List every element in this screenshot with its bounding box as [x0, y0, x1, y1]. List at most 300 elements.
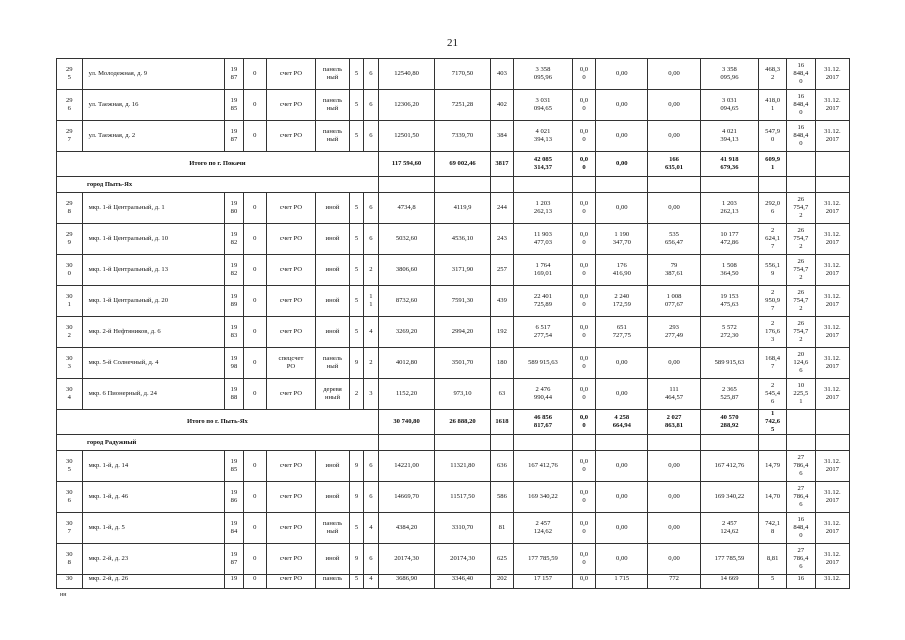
table-cell: 3 031 094,65	[514, 90, 573, 121]
table-cell: счет РО	[266, 317, 315, 348]
table-cell: 111 464,57	[648, 379, 700, 410]
table-cell: мкр. 2-й, д. 23	[82, 544, 225, 575]
table-cell: 11 903 477,03	[514, 224, 573, 255]
table-cell: 19 80	[225, 193, 243, 224]
table-cell: 69 002,46	[435, 152, 490, 177]
table-cell: 192	[490, 317, 513, 348]
table-cell: 0,0 0	[572, 255, 595, 286]
table-cell: 1 742,6 5	[759, 410, 787, 435]
total-row	[57, 152, 850, 177]
table-row	[57, 379, 850, 410]
table-cell: 176 416,90	[596, 255, 648, 286]
table-cell: 1 203 262,13	[514, 193, 573, 224]
table-cell: 0,0 0	[572, 379, 595, 410]
table-cell: 31.12.	[815, 575, 849, 589]
table-cell: 9	[350, 451, 364, 482]
table-cell: 0,0 0	[572, 513, 595, 544]
table-cell: 3171,90	[435, 255, 490, 286]
table-cell: 4	[363, 513, 378, 544]
table-cell: 14,70	[759, 482, 787, 513]
table-cell: 3346,40	[435, 575, 490, 589]
table-cell: 1152,20	[378, 379, 434, 410]
table-cell: счет РО	[266, 255, 315, 286]
table-cell: 0,0	[572, 575, 595, 589]
table-cell: 31.12. 2017	[815, 255, 849, 286]
table-cell: 79 387,61	[648, 255, 700, 286]
table-cell: 468,3 2	[759, 59, 787, 90]
table-cell: счет РО	[266, 575, 315, 589]
table-cell: 30 8	[57, 544, 83, 575]
table-cell: 5	[350, 121, 364, 152]
table-cell: 30 7	[57, 513, 83, 544]
table-cell: 9	[350, 348, 364, 379]
table-cell: 6 517 277,54	[514, 317, 573, 348]
table-cell: 26 754,7 2	[786, 317, 815, 348]
table-cell: 30 1	[57, 286, 83, 317]
table-cell: 14221,00	[378, 451, 434, 482]
table-cell: 6	[363, 121, 378, 152]
table-cell	[815, 152, 849, 177]
table-cell: 5	[350, 317, 364, 348]
table-cell: 535 656,47	[648, 224, 700, 255]
table-cell: 41 918 679,36	[700, 152, 759, 177]
table-cell: 167 412,76	[514, 451, 573, 482]
table-cell: 26 754,7 2	[786, 255, 815, 286]
table-cell	[435, 435, 490, 451]
table-cell: 0,00	[648, 482, 700, 513]
table-cell: 772	[648, 575, 700, 589]
table-row	[57, 482, 850, 513]
table-cell: 4384,20	[378, 513, 434, 544]
table-cell: 0	[243, 379, 266, 410]
table-cell: 19 153 475,63	[700, 286, 759, 317]
table-cell: 167 412,76	[700, 451, 759, 482]
table-cell: 609,9 1	[759, 152, 787, 177]
table-cell	[378, 177, 434, 193]
table-cell: 3 031 094,65	[700, 90, 759, 121]
table-cell: 14 669	[700, 575, 759, 589]
table-row	[57, 90, 850, 121]
table-cell: 418,0 1	[759, 90, 787, 121]
table-cell: 742,1 8	[759, 513, 787, 544]
table-cell: иной	[315, 482, 349, 513]
table-cell: 3501,70	[435, 348, 490, 379]
table-cell: 2 457 124,62	[514, 513, 573, 544]
table-cell: 293 277,49	[648, 317, 700, 348]
table-cell: 2	[363, 255, 378, 286]
table-cell: панель	[315, 575, 349, 589]
table-cell: 973,10	[435, 379, 490, 410]
table-cell: 29 9	[57, 224, 83, 255]
table-cell: 1 764 169,01	[514, 255, 573, 286]
table-cell: 5	[350, 193, 364, 224]
table-row	[57, 348, 850, 379]
table-cell: 30 2	[57, 317, 83, 348]
table-cell	[815, 410, 849, 435]
table-cell: 16 848,4 0	[786, 513, 815, 544]
table-cell: 0	[243, 482, 266, 513]
table-cell: 0	[243, 317, 266, 348]
city-header-row	[57, 435, 850, 451]
table-cell: 2 240 172,59	[596, 286, 648, 317]
table-cell: мкр. 6 Пионерный, д. 24	[82, 379, 225, 410]
table-cell: счет РО	[266, 544, 315, 575]
table-cell: 19 85	[225, 90, 243, 121]
table-cell: мкр. 2-й, д. 26	[82, 575, 225, 589]
table-cell: 0,00	[648, 121, 700, 152]
table-cell: 292,0 6	[759, 193, 787, 224]
table-cell: 547,9 0	[759, 121, 787, 152]
table-cell: панель ный	[315, 348, 349, 379]
table-cell: 30 740,80	[378, 410, 434, 435]
table-cell: 19 87	[225, 59, 243, 90]
table-cell	[435, 177, 490, 193]
table-cell: 2	[350, 379, 364, 410]
table-cell: 3686,90	[378, 575, 434, 589]
table-cell: 16 848,4 0	[786, 59, 815, 90]
table-cell: 19 83	[225, 317, 243, 348]
table-cell: 0,0 0	[572, 224, 595, 255]
table-cell: 0,00	[648, 90, 700, 121]
table-cell	[596, 435, 648, 451]
table-cell: 0	[243, 544, 266, 575]
table-cell: 0,0 0	[572, 90, 595, 121]
table-cell	[786, 435, 815, 451]
table-cell: счет РО	[266, 379, 315, 410]
table-cell: 0,00	[596, 193, 648, 224]
table-cell	[815, 435, 849, 451]
table-cell: 1 203 262,13	[700, 193, 759, 224]
table-cell: 9	[350, 544, 364, 575]
table-cell: 29 8	[57, 193, 83, 224]
table-cell: 0,00	[648, 59, 700, 90]
table-cell: 0,00	[648, 544, 700, 575]
table-row	[57, 59, 850, 90]
table-cell: 0	[243, 193, 266, 224]
table-cell: 31.12. 2017	[815, 59, 849, 90]
table-cell: Итого по г. Покачи	[57, 152, 379, 177]
table-cell: 4 258 664,94	[596, 410, 648, 435]
table-cell: 31.12. 2017	[815, 317, 849, 348]
table-cell: 0,0 0	[572, 482, 595, 513]
table-cell: 4536,10	[435, 224, 490, 255]
table-cell: 16 848,4 0	[786, 90, 815, 121]
table-cell: 0,00	[596, 59, 648, 90]
table-cell: 10 177 472,86	[700, 224, 759, 255]
table-cell	[759, 435, 787, 451]
table-cell: 5	[350, 513, 364, 544]
table-cell: мкр. 5-й Солнечный, д. 4	[82, 348, 225, 379]
table-cell: 4119,9	[435, 193, 490, 224]
table-cell: счет РО	[266, 121, 315, 152]
table-cell: 26 888,20	[435, 410, 490, 435]
table-cell: 2 176,6 3	[759, 317, 787, 348]
table-cell: 0,00	[648, 513, 700, 544]
table-cell: 19 89	[225, 286, 243, 317]
table-cell: 0,00	[596, 451, 648, 482]
table-cell: 26 754,7 2	[786, 193, 815, 224]
table-cell: город Радужный	[57, 435, 379, 451]
table-cell: спецсчет РО	[266, 348, 315, 379]
table-cell	[572, 177, 595, 193]
table-cell: ул. Молодежная, д. 9	[82, 59, 225, 90]
table-cell: 19 82	[225, 224, 243, 255]
table-cell: 20174,30	[378, 544, 434, 575]
table-cell: 12306,20	[378, 90, 434, 121]
table-cell: 0	[243, 451, 266, 482]
table-cell: 177 785,59	[514, 544, 573, 575]
table-cell: счет РО	[266, 286, 315, 317]
table-cell: 4	[363, 317, 378, 348]
city-header-row	[57, 177, 850, 193]
table-cell: 1618	[490, 410, 513, 435]
table-cell: 5032,60	[378, 224, 434, 255]
table-cell: 2 476 990,44	[514, 379, 573, 410]
table-cell	[514, 435, 573, 451]
table-cell: 2 624,1 7	[759, 224, 787, 255]
table-row	[57, 451, 850, 482]
table-cell: 10 225,5 1	[786, 379, 815, 410]
table-cell: 29 6	[57, 90, 83, 121]
table-cell: 40 570 288,92	[700, 410, 759, 435]
table-cell: 7251,28	[435, 90, 490, 121]
table-cell: 651 727,75	[596, 317, 648, 348]
table-cell: 5	[350, 575, 364, 589]
table-cell: 8,81	[759, 544, 787, 575]
table-cell: 0,0 0	[572, 152, 595, 177]
table-cell: 2 365 525,87	[700, 379, 759, 410]
table-cell: 31.12. 2017	[815, 451, 849, 482]
table-cell: 17 157	[514, 575, 573, 589]
table-cell: 19 82	[225, 255, 243, 286]
table-cell: иной	[315, 286, 349, 317]
table-cell: 3269,20	[378, 317, 434, 348]
table-cell: 31.12. 2017	[815, 544, 849, 575]
table-cell: 31.12. 2017	[815, 379, 849, 410]
table-cell: 11321,80	[435, 451, 490, 482]
table-cell: 12501,50	[378, 121, 434, 152]
table-cell: 14,79	[759, 451, 787, 482]
table-row	[57, 286, 850, 317]
table-cell: мкр. 1-й, д. 46	[82, 482, 225, 513]
table-cell: 81	[490, 513, 513, 544]
table-cell: 0,00	[596, 121, 648, 152]
table-cell: 0,00	[596, 482, 648, 513]
table-cell: 2 545,4 6	[759, 379, 787, 410]
table-cell: 0,0 0	[572, 121, 595, 152]
table-cell: счет РО	[266, 224, 315, 255]
table-row	[57, 575, 850, 589]
table-cell: 0	[243, 513, 266, 544]
table-cell: 5	[350, 224, 364, 255]
table-cell	[378, 435, 434, 451]
table-cell: мкр. 1-й, д. 5	[82, 513, 225, 544]
table-cell: 0	[243, 121, 266, 152]
table-cell: 5	[350, 90, 364, 121]
table-cell: 19 86	[225, 482, 243, 513]
table-cell: Итого по г. Пыть-Ях	[57, 410, 379, 435]
table-cell: 30 5	[57, 451, 83, 482]
table-cell: мкр. 1-й Центральный, д. 20	[82, 286, 225, 317]
table-cell: 3806,60	[378, 255, 434, 286]
table-cell: 31.12. 2017	[815, 348, 849, 379]
table-cell: 403	[490, 59, 513, 90]
table-cell: 19 84	[225, 513, 243, 544]
table-cell: 7339,70	[435, 121, 490, 152]
table-cell: счет РО	[266, 482, 315, 513]
footer-mark: нн	[60, 592, 67, 598]
table-cell: 0	[243, 286, 266, 317]
table-cell: 16 848,4 0	[786, 121, 815, 152]
table-cell: 0	[243, 348, 266, 379]
table-cell: 31.12. 2017	[815, 513, 849, 544]
table-cell: 625	[490, 544, 513, 575]
table-cell	[648, 435, 700, 451]
table-cell: 6	[363, 59, 378, 90]
table-cell: 19 98	[225, 348, 243, 379]
table-cell: 7170,50	[435, 59, 490, 90]
table-cell: 2	[363, 348, 378, 379]
table-cell	[648, 177, 700, 193]
table-cell: 6	[363, 482, 378, 513]
table-cell: 0,00	[596, 379, 648, 410]
table-cell: 556,1 9	[759, 255, 787, 286]
table-cell: счет РО	[266, 193, 315, 224]
table-cell: иной	[315, 224, 349, 255]
table-cell: 589 915,63	[700, 348, 759, 379]
table-cell: 169 340,22	[514, 482, 573, 513]
table-cell: 3 358 095,96	[514, 59, 573, 90]
table-cell: 5 572 272,30	[700, 317, 759, 348]
table-cell: 2 457 124,62	[700, 513, 759, 544]
table-cell: панель ный	[315, 59, 349, 90]
table-row	[57, 317, 850, 348]
table-cell: 22 401 725,89	[514, 286, 573, 317]
table-cell: панель ный	[315, 121, 349, 152]
table-cell: 243	[490, 224, 513, 255]
table-cell: 0	[243, 90, 266, 121]
page-number: 21	[447, 37, 458, 49]
table-cell	[572, 435, 595, 451]
table-cell: 180	[490, 348, 513, 379]
table-cell: 46 856 817,67	[514, 410, 573, 435]
table-cell	[759, 177, 787, 193]
table-cell	[514, 177, 573, 193]
table-cell: 4	[363, 575, 378, 589]
table-cell: 26 754,7 2	[786, 286, 815, 317]
table-cell: 31.12. 2017	[815, 482, 849, 513]
table-cell: 12540,80	[378, 59, 434, 90]
table-cell: 0,0 0	[572, 348, 595, 379]
table-cell	[786, 410, 815, 435]
table-cell: 169 340,22	[700, 482, 759, 513]
table-cell: 177 785,59	[700, 544, 759, 575]
table-cell: 0,0 0	[572, 544, 595, 575]
table-cell: 16	[786, 575, 815, 589]
table-cell: счет РО	[266, 513, 315, 544]
table-cell: 0,0 0	[572, 59, 595, 90]
table-cell: 0,00	[648, 193, 700, 224]
table-cell: 3	[363, 379, 378, 410]
table-cell	[815, 177, 849, 193]
table-cell: 0	[243, 255, 266, 286]
table-cell: 27 786,4 6	[786, 451, 815, 482]
table-cell: 117 594,60	[378, 152, 434, 177]
table-cell: ул. Таежная, д. 16	[82, 90, 225, 121]
table-cell: 0,0 0	[572, 193, 595, 224]
table-cell: 586	[490, 482, 513, 513]
table-cell: 7591,30	[435, 286, 490, 317]
table-cell: мкр. 1-й Центральный, д. 10	[82, 224, 225, 255]
table-cell: мкр. 1-й Центральный, д. 13	[82, 255, 225, 286]
table-cell: 30 3	[57, 348, 83, 379]
table-cell: 26 754,7 2	[786, 224, 815, 255]
table-cell: 14669,70	[378, 482, 434, 513]
table-cell: иной	[315, 451, 349, 482]
table-cell	[700, 177, 759, 193]
table-cell: 0,00	[596, 348, 648, 379]
table-cell: 244	[490, 193, 513, 224]
table-cell: 8732,60	[378, 286, 434, 317]
table-cell: 0,00	[596, 513, 648, 544]
table-cell: 0,0 0	[572, 286, 595, 317]
table-cell: 0	[243, 59, 266, 90]
table-cell: 6	[363, 90, 378, 121]
table-cell: иной	[315, 193, 349, 224]
table-cell: 29 7	[57, 121, 83, 152]
table-cell	[490, 177, 513, 193]
table-cell: 0,00	[596, 90, 648, 121]
table-cell: 6	[363, 224, 378, 255]
table-cell: иной	[315, 544, 349, 575]
table-cell: 202	[490, 575, 513, 589]
table-cell: иной	[315, 317, 349, 348]
table-cell: 384	[490, 121, 513, 152]
table-cell: 5	[759, 575, 787, 589]
table-cell: 2994,20	[435, 317, 490, 348]
table-cell: 31.12. 2017	[815, 286, 849, 317]
table-row	[57, 224, 850, 255]
table-cell: 63	[490, 379, 513, 410]
table-cell: 30	[57, 575, 83, 589]
table-cell: 4012,80	[378, 348, 434, 379]
table-cell: 1 1	[363, 286, 378, 317]
total-row	[57, 410, 850, 435]
table-cell: 0,0 0	[572, 451, 595, 482]
table-cell: ул. Таежная, д. 2	[82, 121, 225, 152]
table-cell: 3817	[490, 152, 513, 177]
table-cell: 31.12. 2017	[815, 90, 849, 121]
table-cell: 27 786,4 6	[786, 482, 815, 513]
table-cell: панель ный	[315, 513, 349, 544]
table-cell: 0,00	[648, 348, 700, 379]
table-cell: 1 008 077,67	[648, 286, 700, 317]
table-cell: мкр. 1-й Центральный, д. 1	[82, 193, 225, 224]
table-cell: 5	[350, 59, 364, 90]
table-row	[57, 121, 850, 152]
table-cell: 402	[490, 90, 513, 121]
table-cell: 31.12. 2017	[815, 121, 849, 152]
table-cell: 11517,50	[435, 482, 490, 513]
table-cell: 5	[350, 255, 364, 286]
table-cell: 1 190 347,70	[596, 224, 648, 255]
table-cell: 439	[490, 286, 513, 317]
table-row	[57, 193, 850, 224]
table-cell: счет РО	[266, 90, 315, 121]
table-cell: 19 87	[225, 544, 243, 575]
table-cell: мкр. 2-й Нефтяников, д. 6	[82, 317, 225, 348]
table-cell: 30 4	[57, 379, 83, 410]
